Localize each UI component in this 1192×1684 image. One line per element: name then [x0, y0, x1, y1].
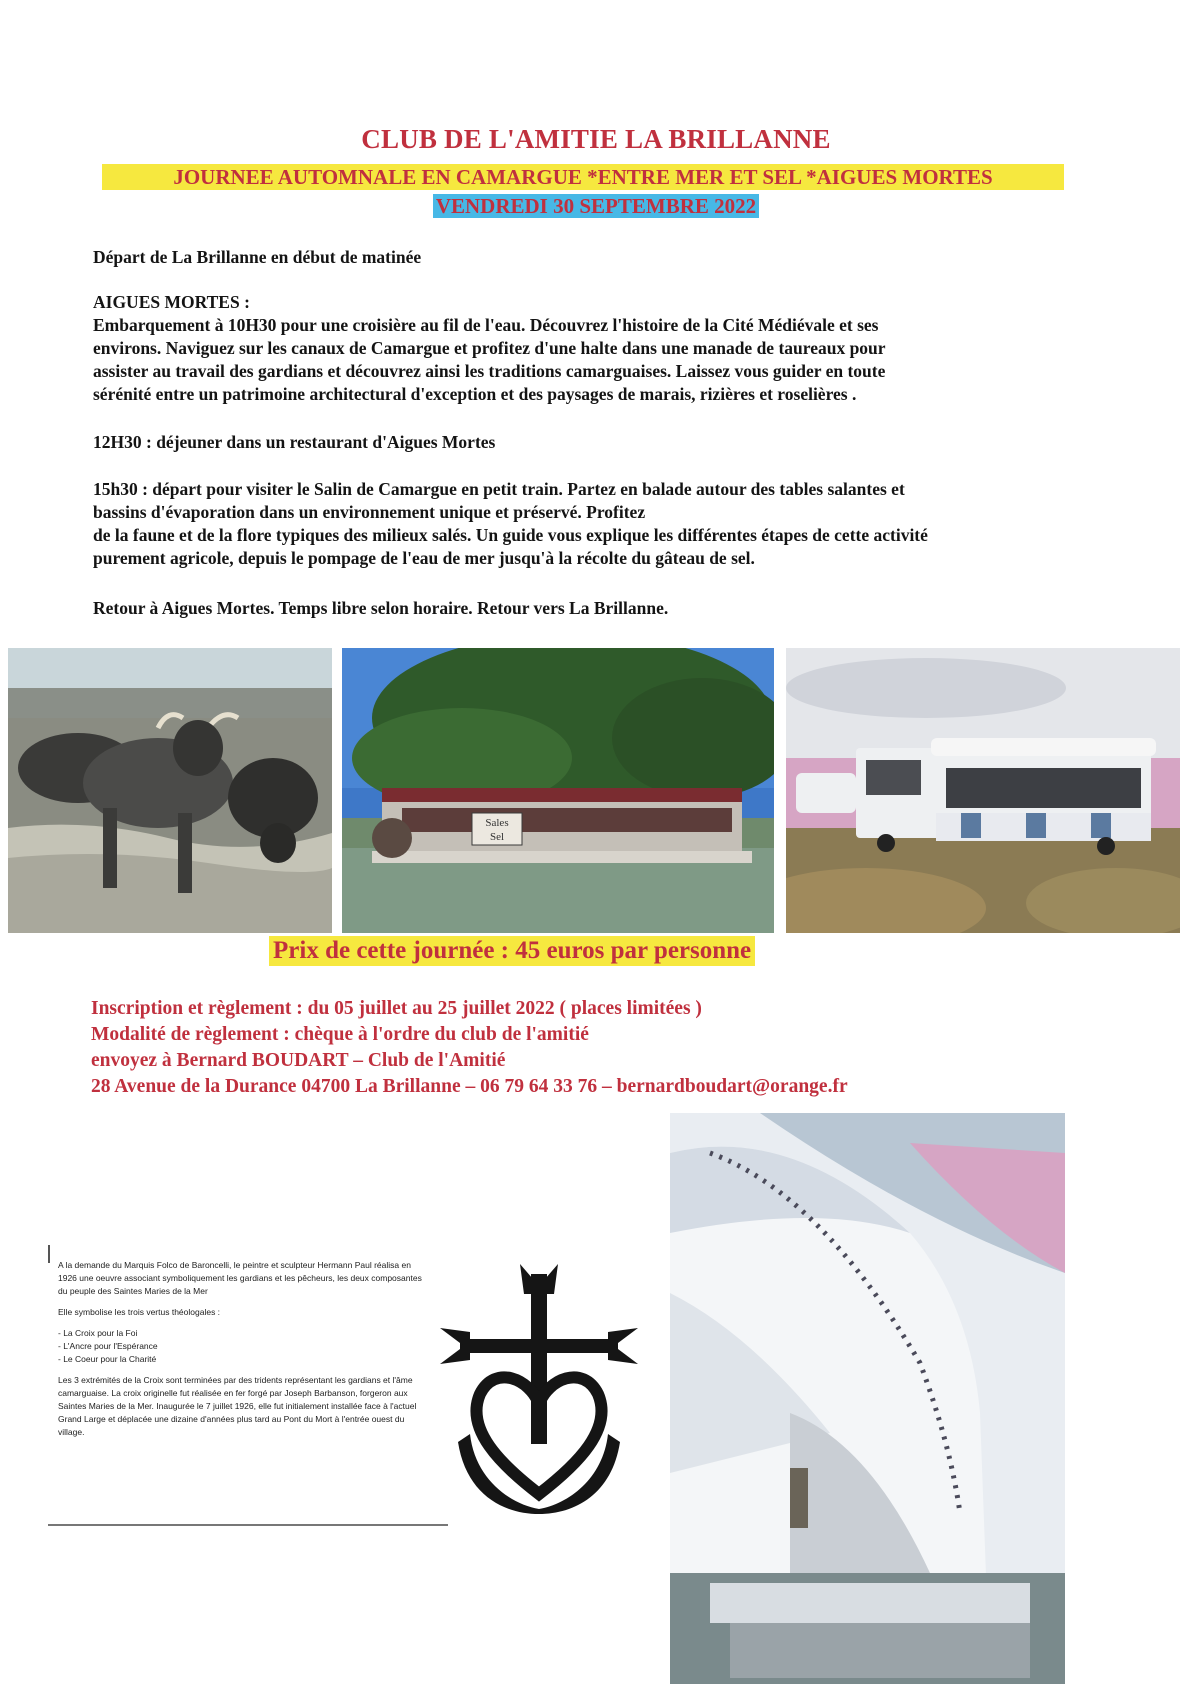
aigues-line: sérénité entre un patrimoine architectural d'exception et des paysages de marais, rizières et roselières .: [93, 384, 857, 404]
boat-sign-line1: Sales: [485, 817, 509, 829]
page-subtitle: JOURNEE AUTOMNALE EN CAMARGUE *ENTRE MER ET SEL *AIGUES MORTES: [102, 164, 1064, 190]
lunch-text: 12H30 : déjeuner dans un restaurant d'Aigues Mortes: [93, 432, 496, 452]
payment-method: Modalité de règlement : chèque à l'ordre du club de l'amitié: [91, 1024, 589, 1045]
departure-text: Départ de La Brillanne en début de matinée: [93, 247, 422, 267]
virtue-item: - Le Coeur pour la Charité: [58, 1354, 157, 1364]
salt-mountain-photo: [670, 1113, 1065, 1684]
return-text: Retour à Aigues Mortes. Temps libre selon horaire. Retour vers La Brillanne.: [93, 598, 669, 618]
salin-line: purement agricole, depuis le pompage de l'eau de mer jusqu'à la récolte du gâteau de sel.: [93, 548, 755, 568]
aigues-section: [93, 291, 1093, 406]
caption-intro: A la demande du Marquis Folco de Baroncelli, le peintre et sculpteur Hermann Paul réalisa en 1926 une oeuvre associant symboliquement les gardians et les pêcheurs, les deux composantes du peuple des Saintes Maries de la Mer: [58, 1260, 422, 1296]
caption-history: Les 3 extrémités de la Croix sont terminées par des tridents représentant les gardians et l'âme camarguaise. La croix originelle fut réalisée en fer forgé par Joseph Barbanson, forgeron aux Saintes Maries de la Mer. Inaugurée le 7 juillet 1926, elle fut initialement installée face à l'actuel Grand Large et déplacée une dizaine d'années plus tard au Pont du Mort à l'entrée ouest du village.: [58, 1375, 417, 1437]
cross-caption: [58, 1259, 428, 1447]
clipping-edge: [48, 1245, 50, 1263]
aigues-heading: AIGUES MORTES :: [93, 292, 250, 312]
bulls-photo: [8, 648, 332, 933]
camargue-cross-icon: [440, 1264, 640, 1514]
send-to: envoyez à Bernard BOUDART – Club de l'Amitié: [91, 1050, 506, 1071]
aigues-line: assister au travail des gardians et découvrez ainsi les traditions camarguaises. Laissez vous guider en toute: [93, 361, 886, 381]
date-row: [0, 194, 1192, 218]
contact-address: 28 Avenue de la Durance 04700 La Brillanne – 06 79 64 33 76 – bernardboudart@orange.fr: [91, 1076, 848, 1097]
caption-virtues-intro: Elle symbolise les trois vertus théologales :: [58, 1307, 221, 1317]
aigues-line: environs. Naviguez sur les canaux de Camargue et profitez d'une halte dans une manade de taureaux pour: [93, 338, 886, 358]
virtues-list: [58, 1327, 428, 1366]
photo-strip: [8, 648, 1180, 933]
boat-sign-line2: Sel: [489, 831, 505, 843]
aigues-line: Embarquement à 10H30 pour une croisière au fil de l'eau. Découvrez l'histoire de la Cité Médiévale et ses: [93, 315, 879, 335]
event-date: VENDREDI 30 SEPTEMBRE 2022: [433, 194, 759, 218]
salin-line: de la faune et de la flore typiques des milieux salés. Un guide vous explique les différentes étapes de cette activité: [93, 525, 928, 545]
salin-line: 15h30 : départ pour visiter le Salin de Camargue en petit train. Partez en balade autour des tables salantes et: [93, 479, 905, 499]
virtue-item: - L'Ancre pour l'Espérance: [58, 1341, 158, 1351]
registration-dates: Inscription et règlement : du 05 juillet au 25 juillet 2022 ( places limitées ): [91, 998, 702, 1019]
train-photo: [786, 648, 1180, 933]
boat-photo: [342, 648, 774, 933]
clipping-edge: [48, 1524, 448, 1526]
page-title: CLUB DE L'AMITIE LA BRILLANNE: [361, 124, 831, 154]
virtue-item: - La Croix pour la Foi: [58, 1328, 138, 1338]
salin-line: bassins d'évaporation dans un environnement unique et préservé. Profitez: [93, 502, 646, 522]
price-banner: Prix de cette journée : 45 euros par personne: [269, 936, 755, 966]
salin-section: [93, 478, 1093, 570]
